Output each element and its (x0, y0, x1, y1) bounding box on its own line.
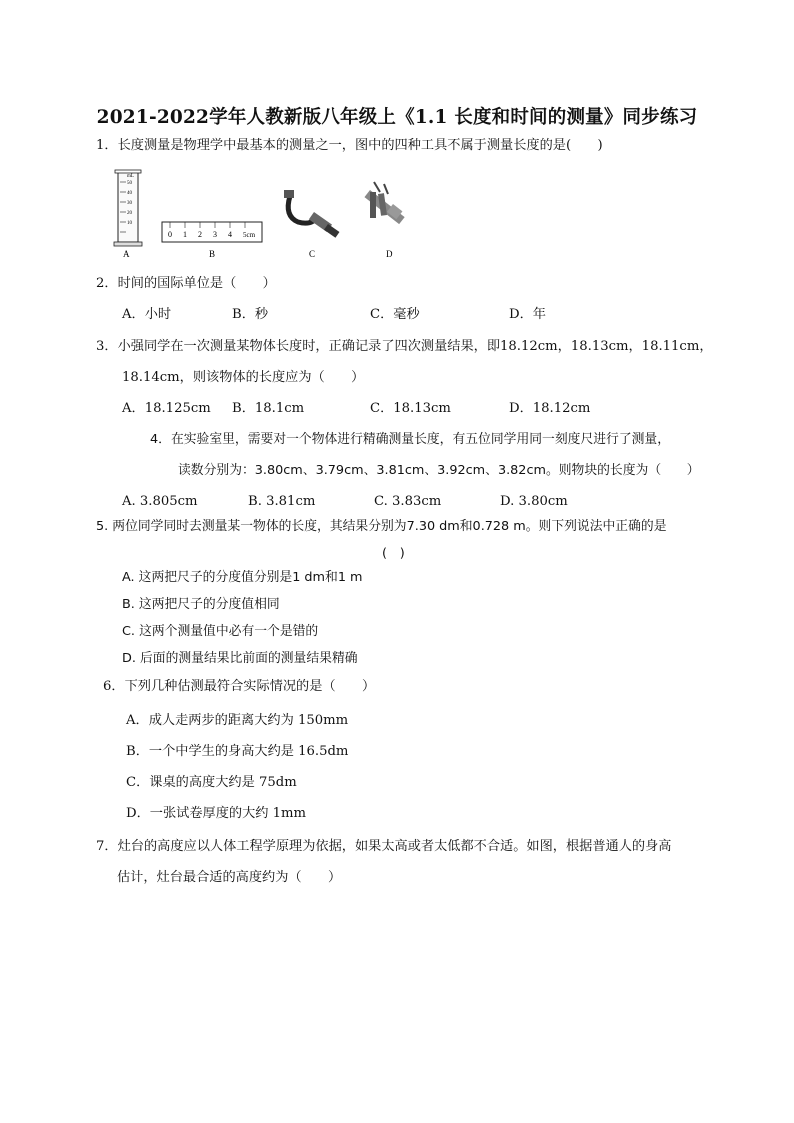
question-3-option-b[interactable]: B．18.1cm (232, 401, 305, 416)
question-6-option-d[interactable]: D．一张试卷厚度的大约 1mm (126, 806, 307, 821)
page-title: 2021-2022学年人教新版八年级上《1.1 长度和时间的测量》同步练习 (96, 107, 698, 128)
question-5-option-b[interactable]: B. 这两把尺子的分度值相同 (122, 597, 280, 612)
vernier-caliper-icon (364, 182, 404, 224)
figure-label-b: B (209, 249, 216, 259)
question-6-option-b[interactable]: B．一个中学生的身高大约是 16.5dm (126, 744, 349, 759)
cylinder-unit-label: mL (127, 174, 134, 179)
ruler-tick-label: 4 (228, 230, 232, 239)
figure-label-a: A (123, 249, 130, 259)
ruler-tick-label: 2 (198, 230, 202, 239)
question-7-text-line2: 估计，灶台最合适的高度约为（ ） (117, 870, 342, 885)
question-4-option-a[interactable]: A. 3.805cm (122, 494, 198, 509)
question-4-text-line1: 4．在实验室里，需要对一个物体进行精确测量长度，有五位同学用同一刻度尺进行了测量， (150, 432, 671, 447)
micrometer-icon (284, 190, 339, 238)
question-6-option-a[interactable]: A．成人走两步的距离大约为 150mm (126, 713, 349, 728)
graduated-cylinder-icon (114, 170, 142, 246)
ruler-tick-label: 5cm (243, 231, 256, 239)
question-6-text: 6．下列几种估测最符合实际情况的是（ ） (103, 679, 376, 694)
question-4-option-c[interactable]: C. 3.83cm (374, 494, 442, 509)
question-7-text-line1: 7．灶台的高度应以人体工程学原理为依据，如果太高或者太低都不合适。如图，根据普通人的身高 (96, 839, 672, 854)
cylinder-tick-label: 30 (127, 201, 132, 206)
question-4-option-d[interactable]: D. 3.80cm (500, 494, 568, 509)
ruler-tick-label: 3 (213, 230, 217, 239)
question-5-option-c[interactable]: C. 这两个测量值中必有一个是错的 (122, 624, 319, 639)
ruler-icon (162, 222, 262, 242)
ruler-tick-label: 1 (183, 230, 187, 239)
cylinder-tick-label: 20 (127, 211, 132, 216)
question-2-option-d[interactable]: D．年 (509, 307, 546, 322)
figure-label-d: D (386, 249, 393, 259)
question-3-option-d[interactable]: D．18.12cm (509, 401, 591, 416)
question-1-figure (108, 164, 428, 260)
question-3-text-line2: 18.14cm，则该物体的长度应为（ ） (122, 370, 365, 385)
cylinder-tick-label: 50 (127, 181, 132, 186)
question-4-text-line2: 读数分别为：3.80cm、3.79cm、3.81cm、3.92cm、3.82cm。则物块的长度为（ ） (178, 463, 700, 478)
question-5-option-d[interactable]: D. 后面的测量结果比前面的测量结果精确 (122, 651, 358, 666)
measuring-tools-illustration (108, 164, 428, 260)
question-6-option-c[interactable]: C．课桌的高度大约是 75dm (126, 775, 297, 790)
question-4-option-b[interactable]: B. 3.81cm (248, 494, 316, 509)
question-5-text-line1: 5. 两位同学同时去测量某一物体的长度，其结果分别为7.30 dm和0.728 m。则下列说法中正确的是 (96, 519, 667, 534)
cylinder-tick-label: 10 (127, 221, 132, 226)
question-5-option-a[interactable]: A. 这两把尺子的分度值分别是1 dm和1 m (122, 570, 363, 585)
question-3-option-a[interactable]: A．18.125cm (122, 401, 211, 416)
ruler-tick-label: 0 (168, 230, 172, 239)
question-2-text: 2．时间的国际单位是（ ） (96, 276, 276, 291)
question-3-text-line1: 3．小强同学在一次测量某物体长度时，正确记录了四次测量结果，即18.12cm，18.13cm，18.11cm， (96, 339, 713, 354)
question-5-text-line2: ( ) (382, 546, 405, 561)
question-2-option-c[interactable]: C．毫秒 (370, 307, 420, 322)
question-1-text: 1．长度测量是物理学中最基本的测量之一，图中的四种工具不属于测量长度的是( ) (96, 138, 603, 153)
question-3-option-c[interactable]: C．18.13cm (370, 401, 451, 416)
question-2-option-a[interactable]: A．小时 (122, 307, 172, 322)
cylinder-tick-label: 40 (127, 191, 132, 196)
figure-label-c: C (309, 249, 316, 259)
question-2-option-b[interactable]: B．秒 (232, 307, 269, 322)
